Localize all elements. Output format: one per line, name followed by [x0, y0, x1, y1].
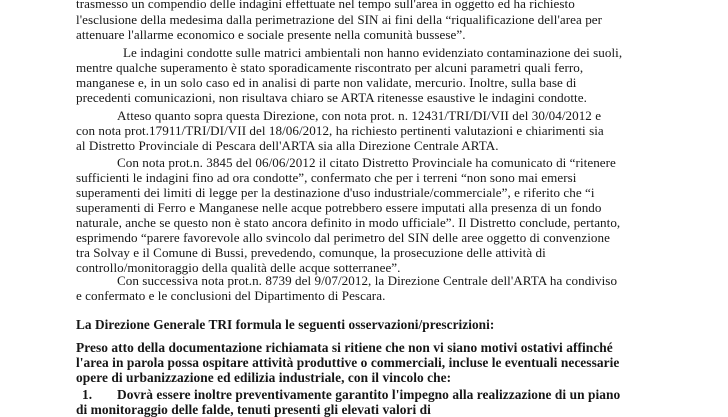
list-item-line: Dovrà essere inoltre preventivamente garantito l'impegno alla realizzazione di un piano [117, 387, 621, 402]
paragraph-line: superamenti dei limiti di legge per la destinazione d'uso industriale/commerciale”, e riferito che “i [76, 185, 595, 200]
section-heading: La Direzione Generale TRI formula le seguenti osservazioni/prescrizioni: [76, 317, 495, 332]
paragraph-line: precedenti comunicazioni, non risultava chiaro se ARTA ritenesse esaustive le indagini condotte. [76, 90, 587, 105]
paragraph-line: manganese e, in un solo caso ed in analisi di parte non validate, mercurio. Inoltre, sulla base di [76, 75, 577, 90]
paragraph-line: l'area in parola possa ospitare attività produttive o commerciali, incluse le eventuali necessarie [76, 355, 620, 370]
paragraph-line: e confermato e le conclusioni del Dipartimento di Pescara. [76, 288, 386, 303]
paragraph-line: opere di urbanizzazione ed edilizia industriale, con il vincolo che: [76, 370, 452, 385]
paragraph-line: Con successiva nota prot.n. 8739 del 9/07/2012, la Direzione Centrale dell'ARTA ha condiviso [117, 273, 618, 288]
list-item-number: 1. [82, 387, 93, 402]
paragraph-line: esprimendo “parere favorevole allo svincolo dal perimetro del SIN delle aree oggetto di convenzione [76, 230, 610, 245]
paragraph-line: controllo/monitoraggio della qualità delle acque sotterranee”. [76, 260, 401, 275]
paragraph-line: con nota prot.17911/TRI/DI/VII del 18/06/2012, ha richiesto pertinenti valutazioni e chiarimenti sia [76, 123, 604, 138]
paragraph-line: Le indagini condotte sulle matrici ambientali non hanno evidenziato contaminazione dei suoli, [123, 45, 623, 60]
intro-line: attenuare l'allarme economico e sociale presente nella comunità bussese”. [76, 27, 466, 42]
paragraph-line: sufficienti le indagini fino ad ora condotte”, confermato che per i terreni “non sono mai emersi [76, 170, 577, 185]
paragraph-line: superamenti di Ferro e Manganese nelle acque potrebbero essere imputati alla presenza di un fondo [76, 200, 602, 215]
paragraph-line: Con nota prot.n. 3845 del 06/06/2012 il citato Distretto Provinciale ha comunicato di “ritenere [117, 155, 616, 170]
paragraph-line: naturale, anche se questo non è stato ancora definito in modo ufficiale”. Il Distretto conclude, pertanto, [76, 215, 621, 230]
paragraph-line: mentre qualche superamento è stato sporadicamente riscontrato per alcuni parametri quali ferro, [76, 60, 584, 75]
paragraph-line: Preso atto della documentazione richiamata si ritiene che non vi siano motivi ostativi affinché [76, 340, 613, 355]
paragraph-line: Atteso quanto sopra questa Direzione, con nota prot. n. 12431/TRI/DI/VII del 30/04/2012 e [117, 108, 602, 123]
paragraph-line: tra Solvay e il Comune di Bussi, prevedendo, comunque, la prosecuzione delle attività di [76, 245, 546, 260]
list-item-line: di monitoraggio delle falde, tenuti presenti gli elevati valori di [76, 402, 431, 417]
paragraph-line: al Distretto Provinciale di Pescara dell'ARTA sia alla Direzione Centrale ARTA. [76, 138, 499, 153]
intro-line: l'esclusione della medesima dalla perimetrazione del SIN ai fini della “riqualificazione dell'area per [76, 12, 603, 27]
intro-line: trasmesso un compendio delle indagini effettuate nel tempo sull'area in oggetto ed ha richiesto [76, 0, 575, 11]
